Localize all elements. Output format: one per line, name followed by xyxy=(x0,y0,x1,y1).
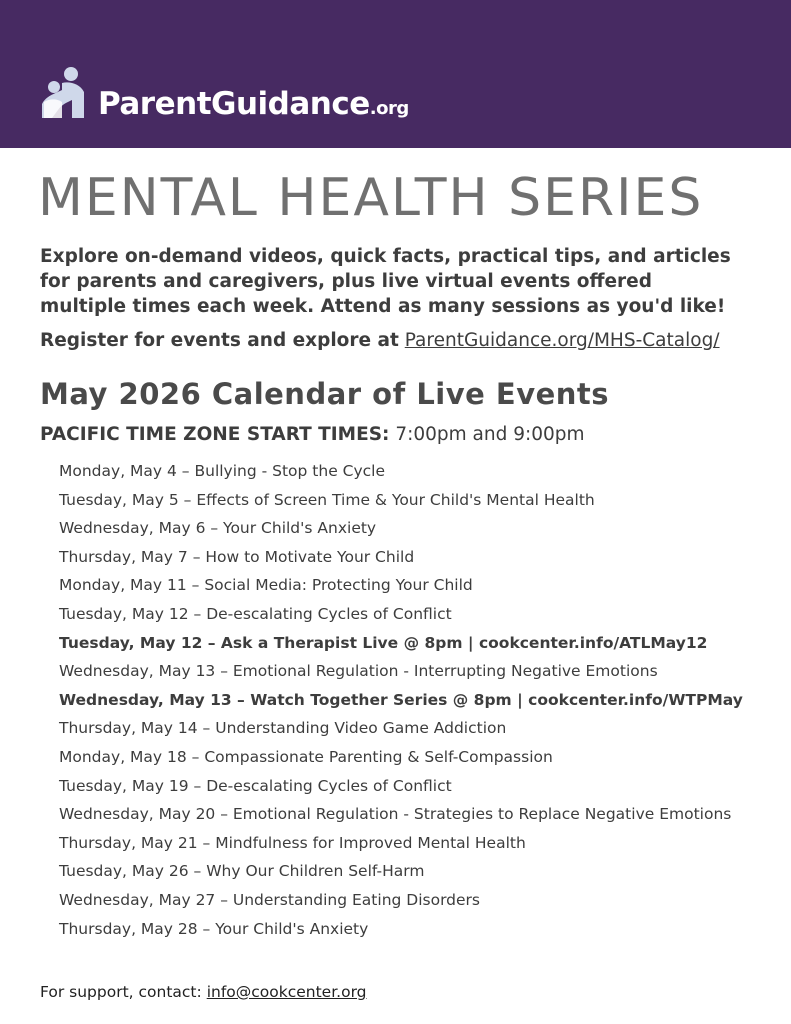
calendar-title: May 2026 Calendar of Live Events xyxy=(40,377,610,411)
event-item: Wednesday, May 20 – Emotional Regulation - Strategies to Replace Negative Emotions xyxy=(59,805,732,824)
intro-paragraph: Explore on-demand videos, quick facts, practical tips, and articles for parents and caregivers, plus live virtual events offered multiple times each week. Attend as many sessions as you'd like! xyxy=(40,246,731,317)
timezone-times: 7:00pm and 9:00pm xyxy=(395,424,585,445)
event-item: Monday, May 4 – Bullying - Stop the Cycle xyxy=(59,462,386,480)
event-item: Tuesday, May 26 – Why Our Children Self-Harm xyxy=(59,862,425,881)
register-line xyxy=(40,330,720,351)
timezone-label: PACIFIC TIME ZONE START TIMES: xyxy=(40,424,390,445)
support-email-link[interactable]: info@cookcenter.org xyxy=(206,983,367,1001)
support-line xyxy=(40,983,367,1001)
event-item: Thursday, May 14 – Understanding Video Game Addiction xyxy=(59,719,507,738)
event-item-highlight: Tuesday, May 12 – Ask a Therapist Live @ 8pm | cookcenter.info/ATLMay12 xyxy=(59,633,708,652)
brand-logo[interactable] xyxy=(40,66,409,122)
register-lead: Register for events and explore at xyxy=(40,330,399,351)
event-item: Tuesday, May 12 – De-escalating Cycles of Conflict xyxy=(59,604,452,623)
event-item-highlight: Wednesday, May 13 – Watch Together Series @ 8pm | cookcenter.info/WTPMay xyxy=(59,690,743,709)
header-banner xyxy=(0,0,791,148)
event-item: Monday, May 11 – Social Media: Protecting Your Child xyxy=(59,576,473,595)
event-item: Wednesday, May 27 – Understanding Eating Disorders xyxy=(59,890,481,909)
event-item: Tuesday, May 19 – De-escalating Cycles of Conflict xyxy=(59,776,452,795)
brand-wordmark xyxy=(98,86,409,122)
parent-child-icon xyxy=(40,66,88,122)
event-item: Tuesday, May 5 – Effects of Screen Time & Your Child's Mental Health xyxy=(59,490,595,509)
timezone-line xyxy=(40,424,585,445)
page-title: MENTAL HEALTH SERIES xyxy=(38,168,704,228)
event-item: Thursday, May 21 – Mindfulness for Improved Mental Health xyxy=(59,833,526,852)
event-item: Thursday, May 28 – Your Child's Anxiety xyxy=(59,919,369,938)
brand-name: ParentGuidance xyxy=(98,86,370,122)
events-list xyxy=(59,460,743,946)
event-item: Wednesday, May 13 – Emotional Regulation - Interrupting Negative Emotions xyxy=(59,662,658,681)
event-item: Thursday, May 7 – How to Motivate Your Child xyxy=(59,547,415,566)
catalog-link[interactable]: ParentGuidance.org/MHS-Catalog/ xyxy=(404,330,720,351)
event-item: Wednesday, May 6 – Your Child's Anxiety xyxy=(59,519,377,538)
support-lead: For support, contact: xyxy=(40,983,202,1001)
brand-tld: .org xyxy=(369,98,409,119)
event-item: Monday, May 18 – Compassionate Parenting & Self-Compassion xyxy=(59,747,553,766)
